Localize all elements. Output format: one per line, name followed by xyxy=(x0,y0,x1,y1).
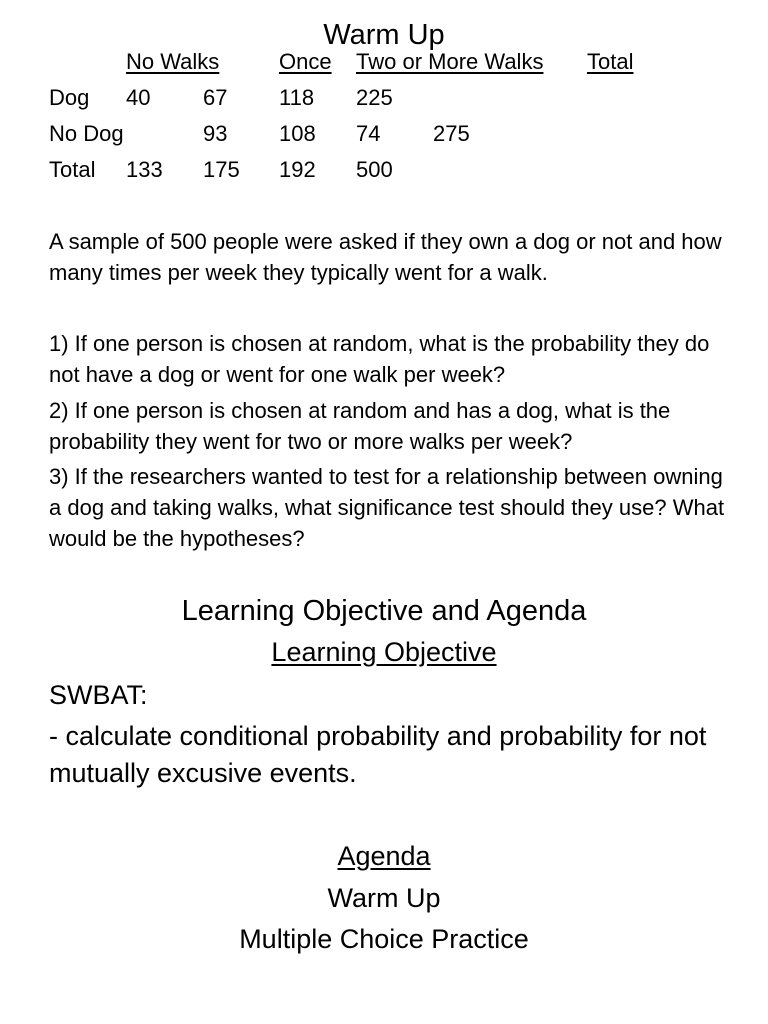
table-cell: 40 xyxy=(126,85,151,110)
header-total: Total xyxy=(587,49,634,74)
table-cell: 74 xyxy=(356,121,381,146)
learning-objective-heading: Learning Objective xyxy=(271,637,497,667)
swbat-label: SWBAT: xyxy=(49,680,148,710)
agenda-heading: Agenda xyxy=(337,841,431,871)
agenda-item-mc-practice: Multiple Choice Practice xyxy=(239,924,529,954)
warm-up-title: Warm Up xyxy=(323,19,445,51)
table-cell: 118 xyxy=(279,85,315,110)
question-2: 2) If one person is chosen at random and has a dog, what is the probability they went for two or more walks per week? xyxy=(49,398,671,454)
question-1: 1) If one person is chosen at random, what is the probability they do not have a dog or went for one walk per week? xyxy=(49,331,710,387)
table-cell: 225 xyxy=(356,85,393,110)
table-cell: 108 xyxy=(279,121,316,146)
agenda-item-warm-up: Warm Up xyxy=(327,883,441,913)
table-cell: 500 xyxy=(356,157,393,182)
table-cell: 67 xyxy=(203,85,228,110)
table-cell: 133 xyxy=(126,157,163,182)
row-label-no-dog: No Dog xyxy=(49,121,124,146)
objective-item: - calculate conditional probability and probability for not mutually excusive events. xyxy=(49,721,707,788)
header-no-walks: No Walks xyxy=(126,49,220,74)
header-two-or-more: Two or More Walks xyxy=(356,49,544,74)
row-label-total: Total xyxy=(49,157,96,182)
table-cell: 93 xyxy=(203,121,228,146)
header-once: Once xyxy=(279,49,332,74)
question-3: 3) If the researchers wanted to test for a relationship between owning a dog and taking walks, what significance test should they use? What would be the hypotheses? xyxy=(49,464,725,551)
intro-paragraph: A sample of 500 people were asked if they own a dog or not and how many times per week they typically went for a walk. xyxy=(49,229,722,285)
table-cell: 175 xyxy=(203,157,240,182)
objective-agenda-title: Learning Objective and Agenda xyxy=(181,595,587,627)
table-cell: 275 xyxy=(433,121,470,146)
row-label-dog: Dog xyxy=(49,85,90,110)
table-cell: 192 xyxy=(279,157,316,182)
